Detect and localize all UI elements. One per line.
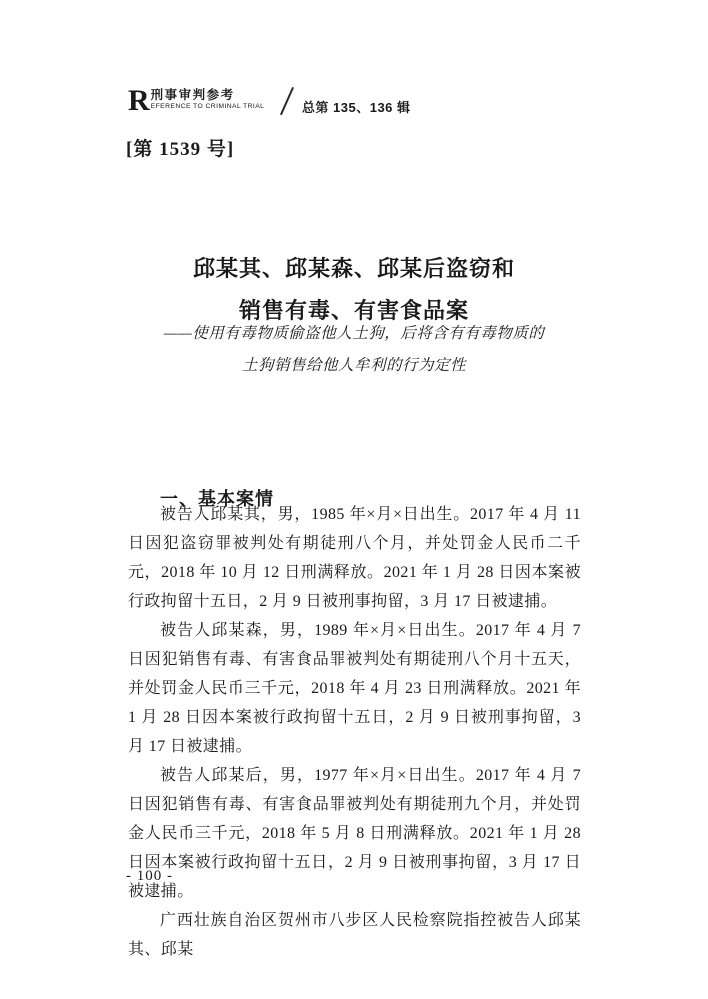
journal-masthead — [128, 86, 411, 116]
case-title-line2: 销售有毒、有害食品案 — [238, 297, 469, 323]
issue-number: 总第 135、136 辑 — [301, 100, 411, 115]
case-subtitle — [0, 318, 708, 382]
body-paragraph: 广西壮族自治区贺州市八步区人民检察院指控被告人邱某其、邱某 — [128, 912, 581, 958]
body-paragraph: 被告人邱某后，男，1977 年×月×日出生。2017 年 4 月 7 日因犯销售有毒、有害食品罪被判处有期徒刑九个月，并处罚金人民币三千元，2018 年 5 月 8 日刑满释放。2021 年 1 月 28 日因本案被行政拘留十五日，2 月 9 日被刑事拘留，3 月 17 日被逮捕。 — [128, 767, 581, 900]
journal-title-english: EFERENCE TO CRIMINAL TRIAL — [150, 103, 265, 110]
logo-letter-r: R — [128, 84, 150, 117]
journal-title-block — [151, 88, 265, 111]
case-subtitle-line1: ——使用有毒物质偷盗他人土狗，后将含有有毒物质的 — [163, 325, 545, 342]
body-text — [128, 500, 581, 964]
body-paragraph: 被告人邱某其，男，1985 年×月×日出生。2017 年 4 月 11 日因犯盗窃罪被判处有期徒刑八个月，并处罚金人民币二千元，2018 年 10 月 12 日刑满释放。2021 年 1 月 28 日因本案被行政拘留十五日，2 月 9 日被刑事拘留，3 月 17 日被逮捕。 — [128, 506, 581, 610]
journal-title-chinese: 刑事审判参考 — [150, 88, 235, 102]
divider-slash-icon — [280, 87, 294, 115]
journal-logo — [128, 86, 411, 116]
page-number: - 100 - — [126, 868, 173, 884]
case-title-line1: 邱某其、邱某森、邱某后盗窃和 — [192, 255, 515, 281]
body-paragraph: 被告人邱某森，男，1989 年×月×日出生。2017 年 4 月 7 日因犯销售有毒、有害食品罪被判处有期徒刑八个月十五天，并处罚金人民币三千元，2018 年 4 月 23 日刑满释放。2021 年 1 月 28 日因本案被行政拘留十五日，2 月 9 日被刑事拘留，3 月 17 日被逮捕。 — [128, 622, 581, 755]
case-number: [第 1539 号] — [126, 139, 235, 160]
section-heading-basic-facts: 一、基本案情 — [160, 488, 274, 509]
case-subtitle-line2: 土狗销售给他人牟利的行为定性 — [241, 357, 466, 374]
